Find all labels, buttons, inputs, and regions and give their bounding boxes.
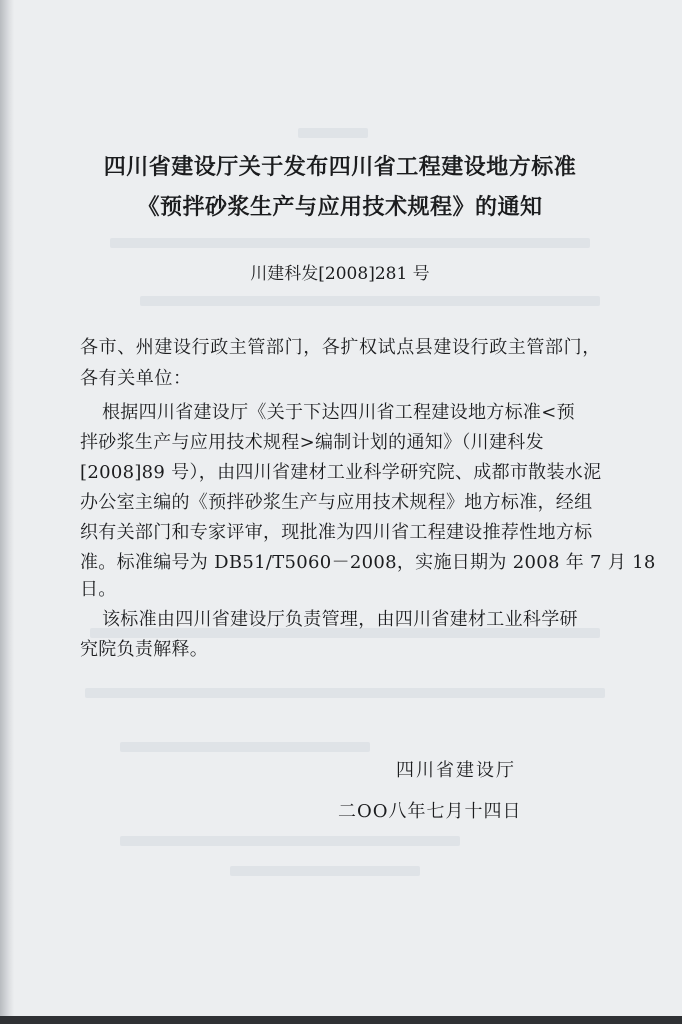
body-paragraph-line: 根据四川省建设厅《关于下达四川省工程建设地方标准<预 <box>102 402 575 423</box>
body-paragraph-line: 办公室主编的《预拌砂浆生产与应用技术规程》地方标准，经组 <box>80 492 593 513</box>
addressee-line: 各有关单位： <box>80 368 192 389</box>
addressee-line: 各市、州建设行政主管部门，各扩权试点县建设行政主管部门， <box>80 337 601 358</box>
body-paragraph-line: [2008]89 号），由四川省建材工业科学研究院、成都市散装水泥 <box>80 462 602 483</box>
bleed-through-mark <box>85 688 605 698</box>
body-paragraph-line: 准。标准编号为 DB51/T5060－2008，实施日期为 2008 年 7 月 18 <box>80 552 656 573</box>
bleed-through-mark <box>110 238 590 248</box>
bleed-through-mark <box>120 836 460 846</box>
bleed-through-mark <box>120 742 370 752</box>
notice-title-line-1: 四川省建设厅关于发布四川省工程建设地方标准 <box>103 155 577 180</box>
body-paragraph-line: 拌砂浆生产与应用技术规程>编制计划的通知》（川建科发 <box>80 432 544 453</box>
page-binding-edge <box>0 0 14 1016</box>
bleed-through-mark <box>230 866 420 876</box>
body-paragraph-line: 织有关部门和专家评审，现批准为四川省工程建设推荐性地方标 <box>80 522 593 543</box>
body-paragraph-line: 究院负责解释。 <box>80 639 209 660</box>
notice-title-line-2: 《预拌砂浆生产与应用技术规程》的通知 <box>137 195 543 220</box>
bleed-through-mark <box>298 128 368 138</box>
bleed-through-mark <box>140 296 600 306</box>
issuer-signature: 四川省建设厅 <box>396 760 516 781</box>
body-paragraph-line: 日。 <box>80 579 117 600</box>
body-paragraph-line: 该标准由四川省建设厅负责管理，由四川省建材工业科学研 <box>102 609 578 630</box>
document-number: 川建科发[2008]281 号 <box>250 264 430 284</box>
scan-bottom-edge <box>0 1016 682 1024</box>
issue-date: 二OO八年七月十四日 <box>338 801 522 822</box>
